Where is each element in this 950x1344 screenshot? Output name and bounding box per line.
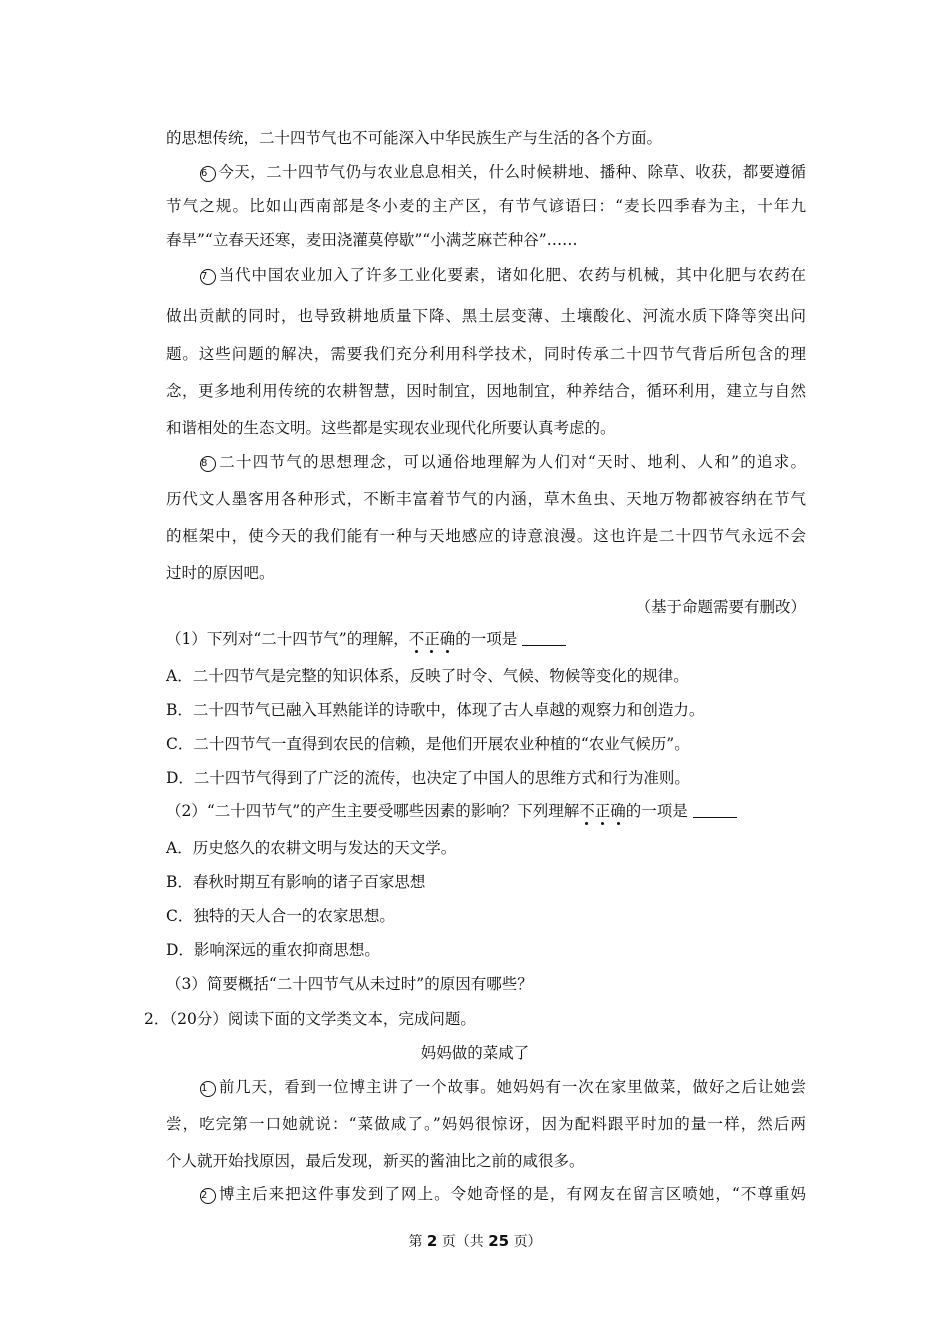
paragraph-5-end: 的思想传统，二十四节气也不可能深入中华民族生产与生活的各个方面。 bbox=[166, 129, 663, 147]
paragraph-6-line-3: 春旱”“立春天还寒，麦田浇灌莫停歇”“小满芝麻芒种谷”…… bbox=[166, 231, 578, 249]
question-2: （2）“二十四节气”的产生主要受哪些因素的影响？下列理解不正确的一项是 bbox=[166, 801, 737, 821]
story-paragraph-1-line-1: 1 前几天，看到一位博主讲了一个故事。她妈妈有一次在家里做菜，做好之后让她尝 bbox=[201, 1078, 806, 1096]
question-3: （3）简要概括“二十四节气从未过时”的原因有哪些？ bbox=[166, 975, 533, 993]
source-note: （基于命题需要有删改） bbox=[635, 598, 806, 616]
page-footer: 第 2 页（共 25 页） bbox=[408, 1232, 542, 1250]
paragraph-8-line-1: 8 二十四节气的思想理念，可以通俗地理解为人们对“天时、地利、人和”的追求。 bbox=[201, 453, 806, 471]
paragraph-7-line-4: 念，更多地利用传统的农耕智慧，因时制宜，因地制宜，种养结合，循环利用，建立与自然 bbox=[166, 382, 806, 400]
paragraph-8-line-3: 的框架中，使今天的我们能有一种与天地感应的诗意浪漫。这也许是二十四节气永远不会 bbox=[166, 527, 806, 545]
story-title: 妈妈做的菜咸了 bbox=[420, 1044, 530, 1062]
circled-number-6: 6 bbox=[200, 166, 216, 182]
q2-option-b: B．春秋时期互有影响的诸子百家思想 bbox=[166, 873, 426, 891]
q1-option-b: B．二十四节气已融入耳熟能详的诗歌中，体现了古人卓越的观察力和创造力。 bbox=[166, 701, 705, 719]
circled-number-8: 8 bbox=[200, 456, 216, 472]
circled-number-1: 1 bbox=[200, 1081, 216, 1097]
q1-option-d: D．二十四节气得到了广泛的流传，也决定了中国人的思维方式和行为准则。 bbox=[166, 769, 690, 787]
circled-number-7: 7 bbox=[200, 269, 216, 285]
paragraph-6-line-2: 节气之规。比如山西南部是冬小麦的主产区，有节气谚语曰：“麦长四季春为主，十年九 bbox=[166, 197, 806, 215]
paragraph-6-line-1: 6 今天，二十四节气仍与农业息息相关，什么时候耕地、播种、除草、收获，都要遵循 bbox=[201, 163, 806, 181]
paragraph-7-line-5: 和谐相处的生态文明。这些都是实现农业现代化所要认真考虑的。 bbox=[166, 419, 616, 437]
emphasis-char: 确 bbox=[610, 802, 626, 820]
paragraph-8-line-4: 过时的原因吧。 bbox=[166, 564, 275, 582]
paragraph-7-line-3: 题。这些问题的解决，需要我们充分利用科学技术，同时传承二十四节气背后所包含的理 bbox=[166, 345, 806, 363]
paragraph-7-line-1: 7 当代中国农业加入了许多工业化要素，诸如化肥、农药与机械，其中化肥与农药在 bbox=[201, 266, 806, 284]
answer-blank[interactable] bbox=[693, 803, 737, 818]
emphasis-char: 正 bbox=[424, 630, 440, 648]
q2-option-a: A．历史悠久的农耕文明与发达的天文学。 bbox=[166, 839, 457, 857]
paragraph-8-line-2: 历代文人墨客用各种形式，不断丰富着节气的内涵，草木鱼虫、天地万物都被容纳在节气 bbox=[166, 490, 806, 508]
q2-option-c: C．独特的天人合一的农家思想。 bbox=[166, 907, 395, 925]
q1-option-a: A．二十四节气是完整的知识体系，反映了时令、气候、物候等变化的规律。 bbox=[166, 667, 689, 685]
emphasis-char: 正 bbox=[594, 802, 611, 820]
emphasis-char: 不 bbox=[408, 630, 425, 648]
q2-option-d: D．影响深远的重农抑商思想。 bbox=[166, 941, 380, 959]
paragraph-7-line-2: 做出贡献的同时，也导致耕地质量下降、黑土层变薄、土壤酸化、河流水质下降等突出问 bbox=[166, 307, 806, 325]
section-2-heading: 2．（20分）阅读下面的文学类文本，完成问题。 bbox=[144, 1010, 476, 1028]
emphasis-char: 确 bbox=[439, 630, 456, 648]
page-total: 25 bbox=[488, 1232, 510, 1250]
answer-blank[interactable] bbox=[522, 631, 566, 646]
question-1: （1）下列对“二十四节气”的理解，不正确的一项是 bbox=[166, 629, 566, 649]
story-paragraph-2-line-1: 2 博主后来把这件事发到了网上。令她奇怪的是，有网友在留言区喷她，“不尊重妈 bbox=[201, 1185, 806, 1203]
q1-option-c: C．二十四节气一直得到农民的信赖，是他们开展农业种植的“农业气候历”。 bbox=[166, 735, 690, 753]
circled-number-2: 2 bbox=[200, 1188, 216, 1204]
emphasis-char: 不 bbox=[579, 802, 595, 820]
story-paragraph-1-line-3: 个人就开始找原因，最后发现，新买的酱油比之前的咸很多。 bbox=[166, 1152, 585, 1170]
story-paragraph-1-line-2: 尝，吃完第一口她就说：“菜做咸了。”妈妈很惊讶，因为配料跟平时加的量一样，然后两 bbox=[166, 1115, 806, 1133]
page-number: 2 bbox=[426, 1232, 438, 1250]
